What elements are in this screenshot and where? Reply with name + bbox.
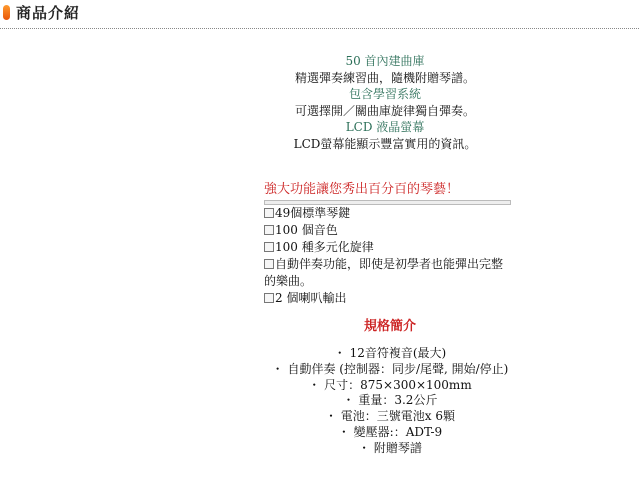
checkbox-icon [264,259,274,269]
specs-list [255,346,525,457]
spec-item: ・ 尺寸：875×300×100mm [308,377,472,392]
feature-title: LCD 液晶螢幕 [345,120,425,134]
checkbox-icon [264,225,274,235]
list-item [264,256,513,290]
feature-list [264,205,514,307]
feature-title: 包含學習系統 [348,87,421,101]
feature-description: LCD螢幕能顯示豐富實用的資訊。 [293,136,477,151]
intro-block [270,53,500,152]
list-item [264,222,513,239]
feature-description: 精選彈奏練習曲，隨機附贈琴譜。 [294,70,475,85]
checkbox-icon [264,293,274,303]
feature-title: 50 首內建曲庫 [345,54,425,68]
spec-item: ・ 12音符複音(最大) [333,346,447,360]
list-item-label: 2 個喇叭輸出 [275,291,347,305]
checkbox-icon [264,242,274,252]
section-header [0,0,639,30]
list-item [264,239,513,256]
list-item-label: 自動伴奏功能，即使是初學者也能彈出完整的樂曲。 [264,257,504,288]
list-item-label: 49個標準琴鍵 [275,206,351,220]
spec-item: ・ 自動伴奏 (控制器：同步/尾聲, 開始/停止) [271,361,509,376]
spec-item: ・ 電池：三號電池x 6顆 [324,409,456,424]
list-item-label: 100 個音色 [275,223,338,237]
feature-description: 可選擇開／關曲庫旋律獨自彈奏。 [294,103,475,118]
specs-title: 規格簡介 [363,319,416,334]
spec-item: ・ 變壓器:：ADT-9 [337,424,443,439]
highlights-title: 強大功能讓您秀出百分百的琴藝！ [264,182,460,197]
spec-item: ・ 附贈琴譜 [358,440,422,455]
highlights-block [264,181,514,307]
section-title: 商品介紹 [16,4,81,22]
checkbox-icon [264,208,274,218]
spec-item: ・ 重量：3.2公斤 [342,393,438,408]
list-item [264,290,513,307]
section-marker-icon [3,5,10,20]
list-item [264,205,513,222]
header-divider [0,28,639,29]
list-item-label: 100 種多元化旋律 [275,240,374,254]
